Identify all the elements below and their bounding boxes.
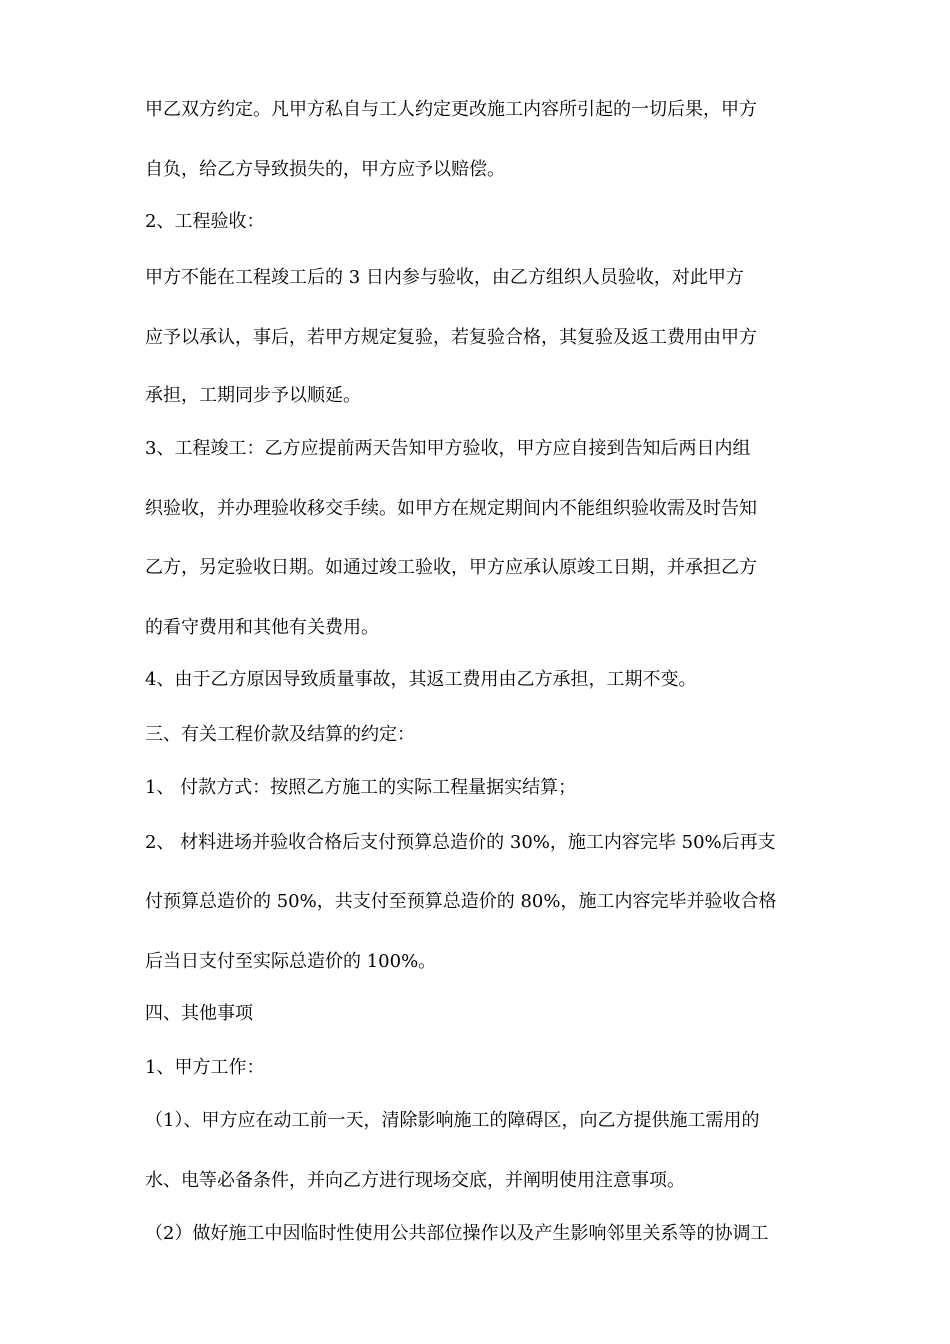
text-line: （1）、甲方应在动工前一天，清除影响施工的障碍区，向乙方提供施工需用的 [145, 1110, 760, 1131]
text-line: 四、其他事项 [145, 1003, 253, 1024]
text-line: 2、工程验收： [145, 211, 265, 232]
text-line: （2）做好施工中因临时性使用公共部位操作以及产生影响邻里关系等的协调工 [145, 1223, 769, 1244]
text-line: 3、工程竣工：乙方应提前两天告知甲方验收，甲方应自接到告知后两日内组 [145, 438, 751, 459]
text-line: 2、 材料进场并验收合格后支付预算总造价的 30%，施工内容完毕 50%后再支 [145, 832, 776, 853]
text-line: 乙方，另定验收日期。如通过竣工验收，甲方应承认原竣工日期，并承担乙方 [145, 557, 757, 578]
text-line: 自负，给乙方导致损失的，甲方应予以赔偿。 [145, 159, 505, 180]
text-line: 4、由于乙方原因导致质量事故，其返工费用由乙方承担，工期不变。 [145, 669, 697, 690]
text-line: 的看守费用和其他有关费用。 [145, 617, 379, 638]
text-line: 承担，工期同步予以顺延。 [145, 385, 361, 406]
text-line: 甲乙双方约定。凡甲方私自与工人约定更改施工内容所引起的一切后果，甲方 [145, 99, 757, 120]
text-line: 1、 付款方式：按照乙方施工的实际工程量据实结算； [145, 777, 577, 798]
text-line: 应予以承认，事后，若甲方规定复验，若复验合格，其复验及返工费用由甲方 [145, 327, 757, 348]
text-line: 付预算总造价的 50%，共支付至预算总造价的 80%，施工内容完毕并验收合格 [145, 891, 777, 912]
text-line: 水、电等必备条件，并向乙方进行现场交底，并阐明使用注意事项。 [145, 1170, 685, 1191]
text-line: 后当日支付至实际总造价的 100%。 [145, 951, 437, 972]
text-line: 1、甲方工作： [145, 1057, 265, 1078]
text-line: 甲方不能在工程竣工后的 3 日内参与验收，由乙方组织人员验收，对此甲方 [145, 267, 744, 288]
text-line: 三、有关工程价款及结算的约定： [145, 724, 415, 745]
text-line: 织验收，并办理验收移交手续。如甲方在规定期间内不能组织验收需及时告知 [145, 498, 757, 519]
